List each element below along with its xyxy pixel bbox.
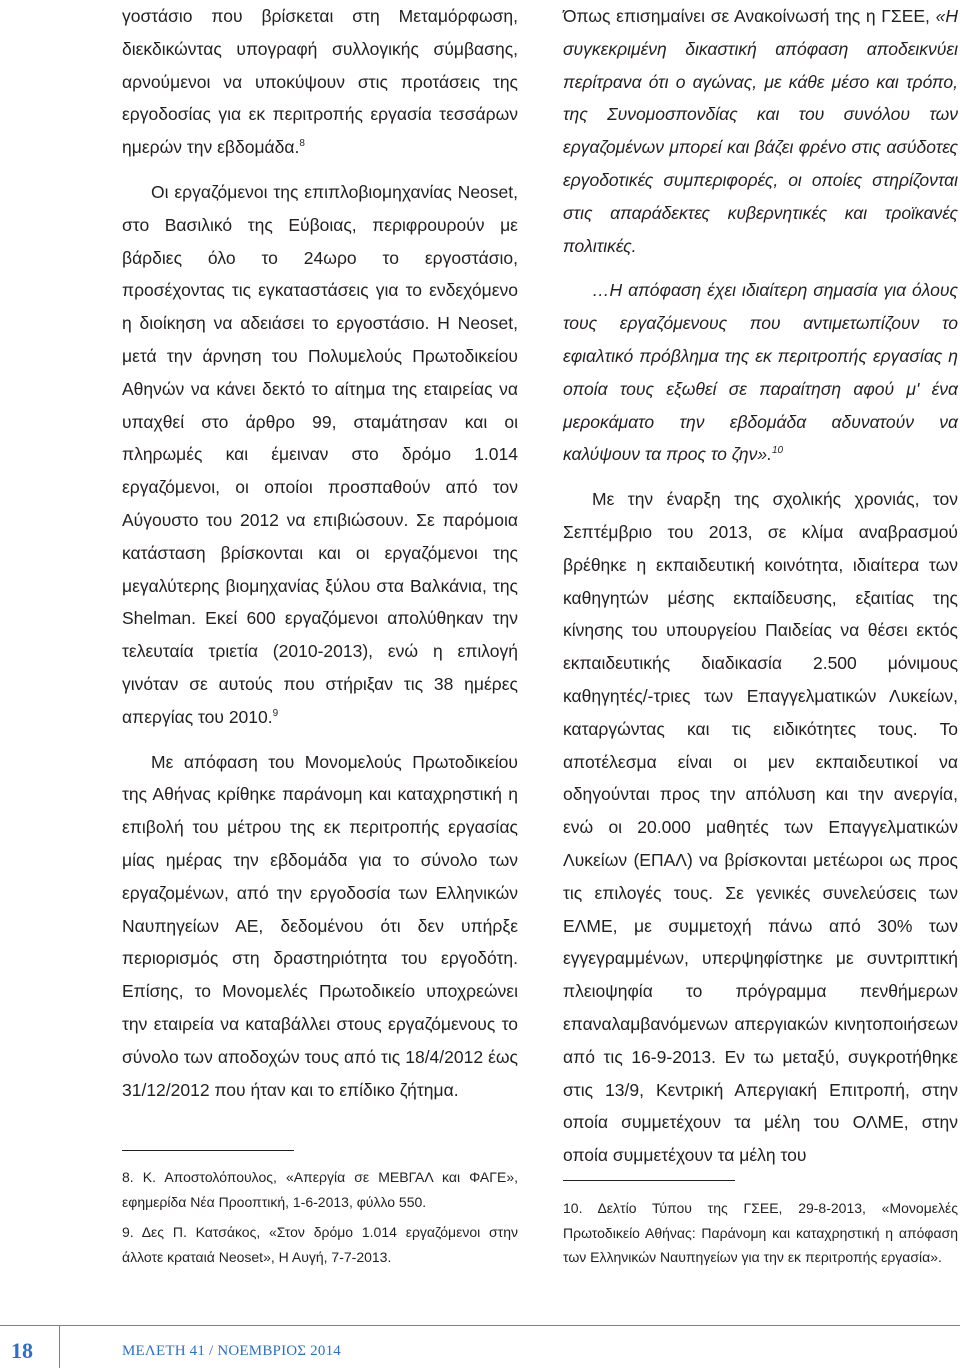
page-number: 18 [11,1338,33,1363]
right-paragraph-1: Όπως επισημαίνει σε Ανακοίνωσή της η ΓΣΕΕ, «Η συγκεκριμένη δικαστική απόφαση αποδεικνύει περίτρανα ότι ο αγώνας, με κάθε μέσο και τρόπο, της Συνομοσπονδίας και του συνόλου των εργαζομένων μπορεί και βάζει φρένο στις ασύδοτες εργοδοτικές συμπεριφορές, οι οποίες στηρίζονται στις απαράδεκτες κυβερνητικές και τροϊκανές πολιτικές. [563,6,958,256]
footnote-divider-right [563,1180,735,1181]
footnote-ref-9[interactable]: 9 [272,707,279,719]
right-paragraph-3: Με την έναρξη της σχολικής χρονιάς, τον Σεπτέμβριο του 2013, σε κλίμα αναβρασμού βρέθηκε η εκπαιδευτική κοινότητα, ιδιαίτερα των καθηγητών μέσης εκπαίδευσης, εξαιτίας της κίνησης του υπουργείου Παιδείας να θέσει εκτός εκπαιδευτικής διαδικασία 2.500 μόνιμους καθηγητές/-τριες των Επαγγελματικών Λυκείων, καταργώντας και τις ειδικότητες τους. Το αποτέλεσμα είναι οι μεν εκπαιδευτικοί να οδηγούνται προς την απόλυση και την ανεργία, ενώ οι 20.000 μαθητές των Επαγγελματικών Λυκείων (ΕΠΑΛ) να βρίσκονται μετέωροι ως προς τις επιλογές τους. Σε γενικές συνελεύσεις των ΕΛΜΕ, με συμμετοχή πάνω από 30% των εγγεγραμμένων, υπερψηφίστηκε με συντριπτική πλειοψηφία το πρόγραμμα πενθήμερων επαναλαμβανόμενων απεργιακών κινητοποιήσεων από τις 16-9-2013. Εν τω μεταξύ, συγκροτήθηκε στις 13/9, Κεντρική Απεργιακή Επιτροπή, στην οποία συμμετέχουν τα μέλη του ΟΛΜΕ, στην οποία συμμετέχουν τα μέλη του [563,489,958,1166]
footnote-10: 10. Δελτίο Τύπου της ΓΣΕΕ, 29-8-2013, «Μονομελές Πρωτοδικείο Αθήνας: Παράνομη και καταχρηστική η απόφαση των Ελληνικών Ναυπηγείων για την εκ περιτροπής εργασία». [563,1200,958,1265]
left-paragraph-3: Με απόφαση του Μονομελούς Πρωτοδικείου της Αθήνας κρίθηκε παράνομη και καταχρηστική η επιβολή του μέτρου της εκ περιτροπής εργασίας μίας ημέρας την εβδομάδα για το σύνολο των εργαζομένων, από την εργοδοσία των Ελληνικών Ναυπηγείων ΑΕ, δεδομένου ότι δεν υπήρξε περιορισμός στη δραστηριότητα του εργοδότη. Επίσης, το Μονομελές Πρωτοδικείο υποχρεώνει την εταιρεία να καταβάλλει στους εργαζόμενους το σύνολο των αποδοχών τους από τις 18/4/2012 έως 31/12/2012 που ήταν και το επίδικο ζήτημα. [122,751,518,1100]
footnote-divider-left [122,1150,294,1151]
left-paragraph-1: γοστάσιο που βρίσκεται στη Μεταμόρφωση, διεκδικώντας υπογραφή συλλογικής σύμβασης, αρνούμενοι να υποκύψουν στις προτάσεις της εργοδοσίας για εκ περιτροπής εργασία τεσσάρων ημερών την εβδομάδα.$^8$ [122,6,518,158]
right-column [563,0,958,1172]
footnote-ref-10[interactable]: 10 [771,445,784,457]
running-footer: ΜΕΛΕΤΗ 41 / ΝΟΕΜΒΡΙΟΣ 2014 [122,1343,341,1359]
left-paragraph-2: Οι εργαζόμενοι της επιπλοβιομηχανίας Neoset, στο Βασιλικό της Εύβοιας, περιφρουρούν με βάρδιες όλο το 24ωρο το εργοστάσιο, προσέχοντας τις εγκαταστάσεις για το ενδεχόμενο η διοίκηση να αδειάσει το εργοστάσιο. Η Neoset, μετά την άρνηση του Πολυμελούς Πρωτοδικείου Αθηνών να κάνει δεκτό το αίτημα της εταιρείας να υπαχθεί στο άρθρο 99, σταμάτησαν και οι πληρωμές και έμειναν στο δρόμο 1.014 εργαζόμενοι, οι οποίοι προσπαθούν από τον Αύγουστο του 2012 να επιβιώσουν. Σε παρόμοια κατάσταση βρίσκονται και οι εργαζόμενοι της μεγαλύτερης βιομηχανίας ξύλου στα Βαλκάνια, της Shelman. Εκεί 600 εργαζόμενοι απολύθηκαν την τελευταία τριετία (2010-2013), ενώ η επιλογή γινόταν σε αυτούς που στήριξαν τις 38 ημέρες απεργίας του 2010.$^9$ [122,181,518,727]
footnote-9: 9. Δες Π. Κατσάκος, «Στον δρόμο 1.014 εργαζόμενοι στην άλλοτε κραταιά Neoset», Η Αυγή, 7-7-2013. [122,1224,518,1265]
right-paragraph-2: …Η απόφαση έχει ιδιαίτερη σημασία για όλους τους εργαζόμενους που αντιμετωπίζουν το εφιαλτικό πρόβλημα της εκ περιτροπής εργασίας η οποία τους εξωθεί σε παραίτηση αφού μ' ένα μεροκάματο την εβδομάδα αδυνατούν να καλύψουν τα προς το ζην».$^{10}$ [563,280,958,465]
footnotes-left [122,1165,518,1269]
footer-rule [60,1325,960,1326]
footnote-ref-8[interactable]: 8 [299,138,305,150]
left-column [122,0,518,1106]
gsee-quote: «Η συγκεκριμένη δικαστική απόφαση αποδεικνύει περίτρανα ότι ο αγώνας, με κάθε μέσο και τρόπο, της Συνομοσπονδίας και του συνόλου των εργαζομένων μπορεί και βάζει φρένο στις ασύδοτες εργοδοτικές συμπεριφορές, οι οποίες στηρίζονται στις απαράδεκτες κυβερνητικές και τροϊκανές πολιτικές. [563,6,958,256]
footnotes-right [563,1196,958,1270]
footnote-8: 8. Κ. Αποστολόπουλος, «Απεργία σε ΜΕΒΓΑΛ και ΦΑΓΕ», εφημερίδα Νέα Προοπτική, 1-6-2013, φύλλο 550. [122,1169,518,1210]
